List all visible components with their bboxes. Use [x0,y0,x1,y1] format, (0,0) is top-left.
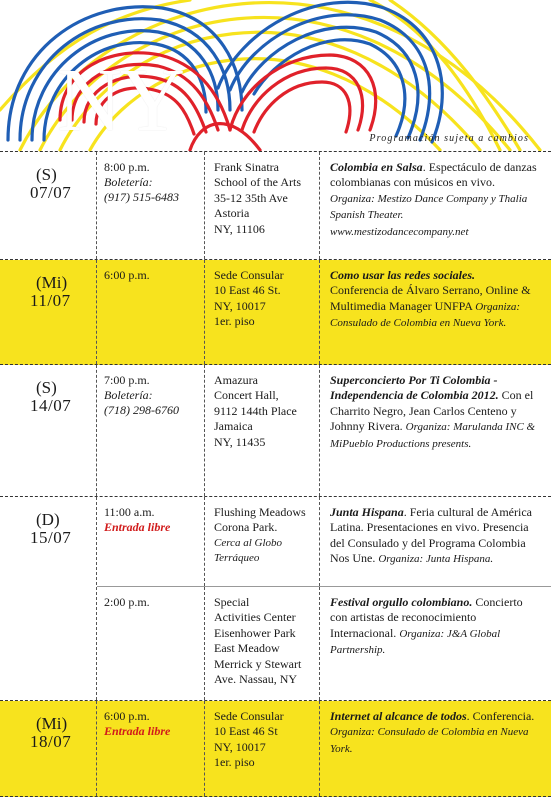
venue-line: Sede Consular [214,268,284,282]
event-description-cell [320,260,551,364]
event-date-cell [0,701,97,796]
ticket-phone: (718) 298-6760 [104,403,179,417]
event-date-cell [0,260,97,364]
event-description: Conferencia de Álvaro Serrano, Online & Multimedia Manager UNFPA [330,283,531,313]
event-time: 11:00 a.m. [104,505,155,519]
event-weekday: (D) [36,510,60,529]
event-organizer: Organiza: Consulado de Colombia en Nueva York. [330,726,529,755]
ticket-label: Boletería: [104,388,153,402]
event-session [97,497,551,586]
venue-line: 10 East 46 St. [214,283,281,298]
event-organizer: Organiza: Junta Hispana. [378,553,494,566]
event-venue-cell [205,701,320,796]
venue-note: Cerca al Globo Terráqueo [214,536,283,565]
event-description: . Conferencia. [466,709,535,723]
event-organizer: Organiza: Marulanda INC & MiPueblo Productions presents. [330,421,536,450]
event-organizer: Organiza: J&A Global Partnership. [330,627,501,657]
event-venue-cell [205,587,320,700]
event-date: 07/07 [30,183,72,202]
ny-logo: NY [57,51,183,150]
event-time-cell [97,365,205,496]
venue-line: Jamaica [214,419,253,434]
event-description: . Feria cultural de América Latina. Presentaciones en vivo. Presencia del Consulado y del Programa Colombia Nos Une. [330,505,532,566]
venue-line: 1er. piso [214,755,255,770]
venue-line: NY, 10017 [214,739,266,754]
header-banner [0,0,551,152]
venue-line: School of the Arts [214,175,301,190]
event-description: Con el Charrito Negro, Jean Carlos Centeno y Johnny Rivera. [330,388,534,434]
venue-line: Astoria [214,206,250,221]
event-time-cell [97,497,205,586]
venue-line: 10 East 46 St [214,724,278,739]
event-row [0,365,551,497]
event-date: 15/07 [30,528,72,547]
ticket-phone: (917) 515-6483 [104,190,179,204]
event-date-cell [0,152,97,259]
venue-line: East Meadow [214,641,280,656]
venue-line: Special [214,595,250,609]
venue-line: NY, 11435 [214,434,266,449]
venue-line: Amazura [214,373,258,387]
venue-line: Frank Sinatra [214,160,279,174]
venue-line: Flushing Meadows [214,505,306,519]
venue-line: 35-12 35th Ave [214,190,288,205]
event-time: 6:00 p.m. [104,709,150,723]
venue-line: Eisenhower Park [214,625,296,640]
event-date: 11/07 [30,291,71,310]
event-description-cell [320,497,551,586]
event-date: 18/07 [30,732,72,751]
ticket-label: Boletería: [104,175,153,189]
event-weekday: (Mi) [36,273,68,292]
event-time-cell [97,260,205,364]
event-time-cell [97,701,205,796]
venue-line: 9112 144th Place [214,403,297,418]
event-organizer: Organiza: Consulado de Colombia en Nueva York. [330,300,521,330]
event-venue-cell [205,497,320,586]
event-weekday: (S) [36,165,57,184]
event-description: . Espectáculo de danzas colombianas con músicos en vivo. [330,160,537,190]
event-title: Como usar las redes sociales. [330,268,476,282]
event-organizer: Organiza: Mestizo Dance Company y Thalia Spanish Theater. www.mestizodancecompany.net [330,192,528,238]
event-time: 8:00 p.m. [104,160,150,174]
event-time: 2:00 p.m. [104,595,150,609]
event-date-cell [0,365,97,496]
venue-line: Sede Consular [214,709,284,723]
event-title: Festival orgullo colombiano. [330,595,473,609]
venue-line: NY, 10017 [214,298,266,313]
event-time: 6:00 p.m. [104,268,150,282]
event-title: Junta Hispana [330,505,404,519]
event-time-cell [97,152,205,259]
event-date-cell [0,497,97,700]
event-time-cell [97,587,205,700]
event-venue-cell [205,152,320,259]
venue-line: NY, 11106 [214,221,265,236]
event-title: Internet al alcance de todos [330,709,467,723]
event-title: Colombia en Salsa [330,160,423,174]
schedule-disclaimer: Programación sujeta a cambios [369,133,529,144]
event-description-cell [320,587,551,700]
venue-line: Activities Center [214,610,296,625]
event-weekday: (Mi) [36,714,68,733]
free-entry-label: Entrada libre [104,520,171,534]
event-schedule [0,152,551,797]
event-description-cell [320,152,551,259]
event-date: 14/07 [30,396,72,415]
event-row [0,260,551,365]
event-session [97,586,551,700]
event-row [0,497,551,701]
event-weekday: (S) [36,378,57,397]
event-title: Superconcierto Por Ti Colombia - Independencia de Colombia 2012. [330,373,499,403]
event-time: 7:00 p.m. [104,373,150,387]
event-venue-cell [205,260,320,364]
venue-line: Concert Hall, [214,388,279,403]
event-row [0,152,551,260]
venue-line: Ave. Nassau, NY [214,672,298,687]
event-description-cell [320,365,551,496]
event-description-cell [320,701,551,796]
venue-line: Corona Park. [214,520,278,535]
event-venue-cell [205,365,320,496]
venue-line: 1er. piso [214,314,255,329]
venue-line: Merrick y Stewart [214,656,302,671]
free-entry-label: Entrada libre [104,724,171,738]
event-description: Concierto con artistas de reconocimiento Internacional. [330,595,523,640]
event-row [0,701,551,797]
